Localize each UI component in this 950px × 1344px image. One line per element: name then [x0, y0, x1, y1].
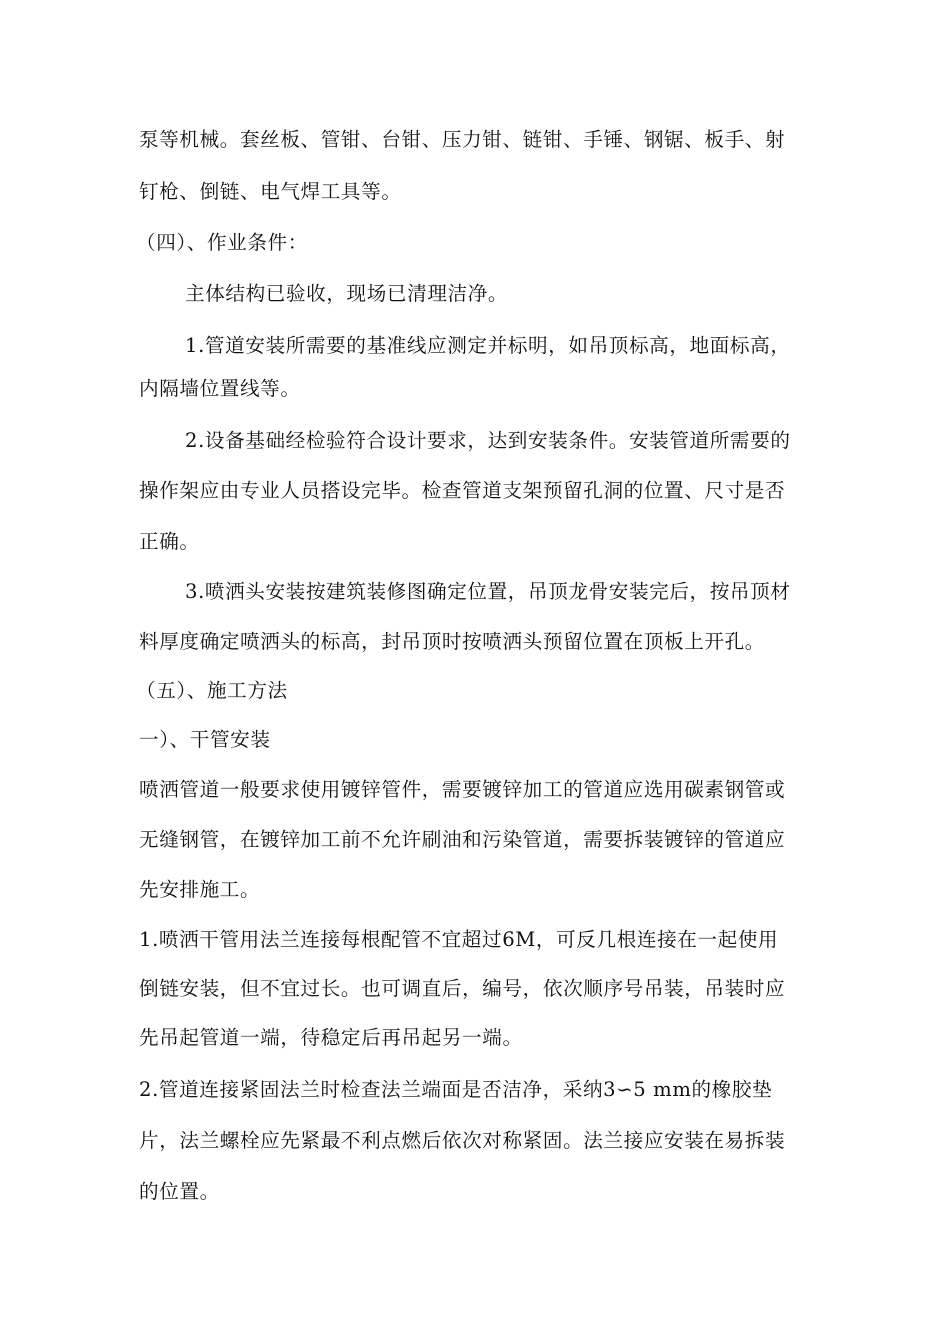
text-line: 钉枪、倒链、电气焊工具等。	[139, 180, 402, 203]
text-line: 料厚度确定喷洒头的标高，封吊顶时按喷洒头预留位置在顶板上开孔。	[139, 630, 766, 653]
text-line: 片，法兰螺栓应先紧最不利点燃后依次对称紧固。法兰接应安装在易拆装	[139, 1129, 786, 1152]
text-line: 正确。	[139, 530, 200, 553]
text-line: 泵等机械。套丝板、管钳、台钳、压力钳、链钳、手锤、钢锯、板手、射	[139, 128, 786, 151]
text-line: 2.管道连接紧固法兰时检查法兰端面是否洁净，采纳3∽5 mm的橡胶垫	[139, 1078, 773, 1101]
text-line: 1.管道安装所需要的基准线应测定并标明，如吊顶标高，地面标高，	[185, 334, 791, 357]
text-line: 先吊起管道一端，待稳定后再吊起另一端。	[139, 1026, 523, 1049]
text-line: 主体结构已验收，现场已清理洁净。	[185, 282, 509, 305]
text-line: 的位置。	[139, 1180, 220, 1203]
text-line: 喷洒管道一般要求使用镀锌管件，需要镀锌加工的管道应选用碳素钢管或	[139, 778, 786, 801]
text-line: 2.设备基础经检验符合设计要求，达到安装条件。安装管道所需要的	[185, 429, 791, 452]
text-line: 倒链安装，但不宜过长。也可调直后，编号，依次顺序号吊装，吊装时应	[139, 977, 786, 1000]
subsection-heading: 一）、干管安装	[139, 728, 271, 751]
text-line: 操作架应由专业人员搭设完毕。检查管道支架预留孔洞的位置、尺寸是否	[139, 479, 786, 502]
text-line: 1.喷洒干管用法兰连接每根配管不宜超过6M，可反几根连接在一起使用	[139, 928, 779, 951]
text-line: 无缝钢管，在镀锌加工前不允许刷油和污染管道，需要拆装镀锌的管道应	[139, 828, 786, 851]
section-heading: （四）、作业条件：	[136, 231, 308, 254]
text-line: 3.喷洒头安装按建筑装修图确定位置，吊顶龙骨安装完后，按吊顶材	[185, 580, 791, 603]
text-line: 先安排施工。	[139, 878, 261, 901]
text-line: 内隔墙位置线等。	[139, 377, 301, 400]
section-heading: （五）、施工方法	[136, 679, 288, 702]
